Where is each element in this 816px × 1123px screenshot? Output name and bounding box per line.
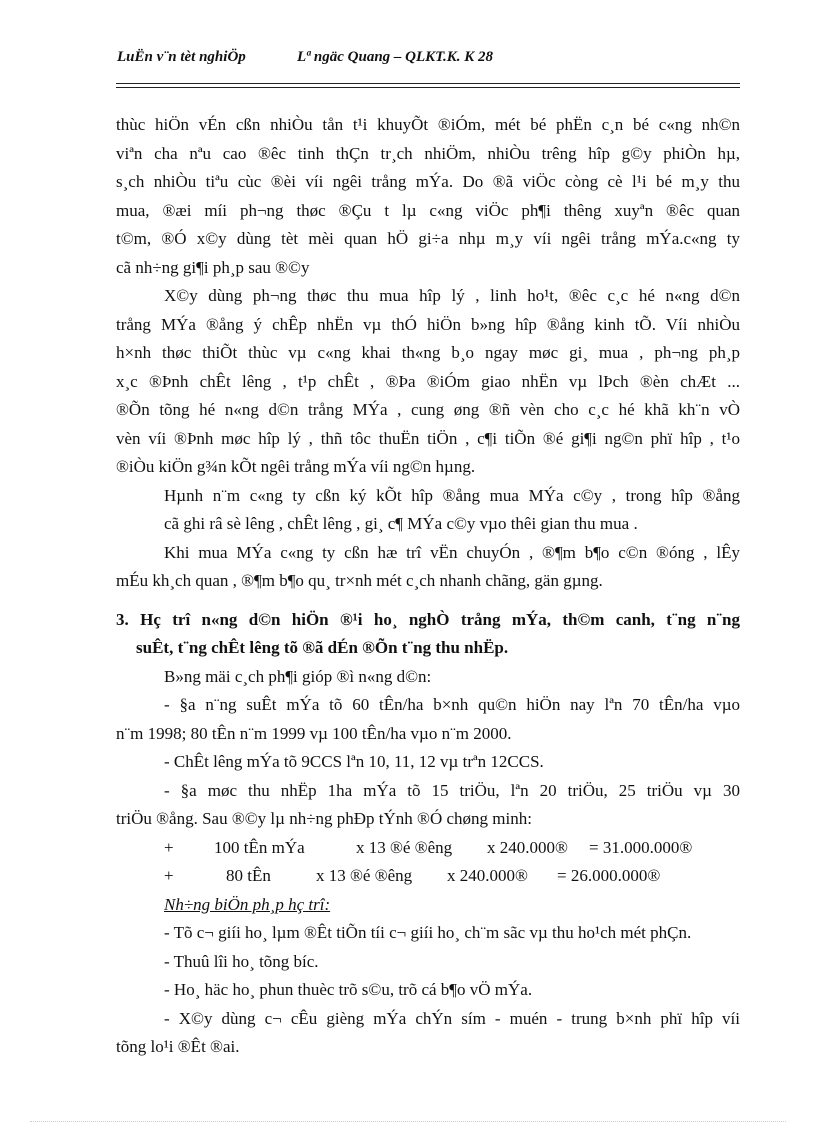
paragraph-line: viªn cha nªu cao ®êc tinh thÇn tr¸ch nhiÖm, nhiÒu trêng hîp g©y phiÒn hµ, [116, 143, 740, 163]
paragraph-line: mua, ®æi míi ph¬ng thøc ®Çu t lµ c«ng viÖc ph¶i thêng xuyªn ®êc quan [116, 200, 740, 220]
measures-heading [116, 891, 740, 920]
paragraph-line: h×nh thøc thiÕt thùc vµ c«ng khai th«ng b¸o ngay møc gi¸ mua , ph¬ng ph¸p [116, 343, 740, 362]
paragraph-line: x¸c ®Þnh chÊt lêng , t¹p chÊt , ®Þa ®iÓm giao nhËn vµ lÞch ®èn chÆt ... [116, 371, 740, 391]
calc-price: x 240.000® [487, 837, 568, 857]
header-rule-bottom [116, 87, 740, 88]
calc-price: x 240.000® [447, 866, 528, 885]
page-bottom-border [30, 1121, 786, 1122]
calculation-row [116, 834, 740, 863]
calc-multiplier: x 13 ®é ®êng [316, 866, 413, 885]
calc-quantity: 100 tÊn mÝa [214, 837, 305, 857]
paragraph-line: B»ng mäi c¸ch ph¶i gióp ®ì n«ng d©n: [164, 666, 432, 686]
paragraph-line: ®iÒu kiÖn g¾n kÕt ngêi trång mÝa víi ng©n hµng. [116, 457, 476, 476]
bullet-line: - §a møc thu nhËp 1ha mÝa tõ 15 triÖu, lªn 20 triÖu, 25 triÖu vµ 30 [164, 780, 740, 800]
section-heading: 3. Hç trî n«ng d©n hiÖn ®¹i ho¸ nghÒ trång mÝa, th©m canh, t¨ng n¨ng [116, 609, 740, 629]
measure-item: - Thuû lîi ho¸ tõng bíc. [164, 951, 319, 971]
measures-title: Nh÷ng biÖn ph¸p hç trî: [164, 894, 331, 914]
header-rule-top [116, 83, 740, 84]
calc-multiplier: x 13 ®é ®êng [356, 837, 453, 857]
paragraph-line: trång MÝa ®ång ý chÊp nhËn vµ thÓ hiÖn b»ng hîp ®ång kinh tÕ. Víi nhiÒu [116, 314, 740, 334]
measure-item: - Tõ c¬ giíi ho¸ lµm ®Êt tiÕn tíi c¬ giíi ho¸ ch¨m sãc vµ thu ho¹ch mét phÇn. [164, 923, 692, 942]
calc-result: = 31.000.000® [589, 837, 693, 857]
bullet-line-cont: n¨m 1998; 80 tÊn n¨m 1999 vµ 100 tÊn/ha vµo n¨m 2000. [116, 723, 512, 743]
paragraph-line: X©y dùng ph¬ng thøc thu mua hîp lý , linh ho¹t, ®êc c¸c hé n«ng d©n [164, 286, 740, 305]
bullet-line: - ChÊt lêng mÝa tõ 9CCS lªn 10, 11, 12 vµ trªn 12CCS. [164, 752, 544, 771]
measure-item: - Ho¸ häc ho¸ phun thuèc trõ s©u, trõ cá b¶o vÖ mÝa. [164, 980, 533, 999]
header-author: Lª ngäc Quang – QLKT.K. K 28 [297, 49, 493, 65]
paragraph-line: s¸ch nhiÒu tiªu cùc ®èi víi ngêi trång mÝa. Do ®ã viÖc còng cè l¹i bé m¸y thu [116, 172, 740, 191]
header-thesis-label: LuËn v¨n tèt nghiÖp [117, 49, 246, 65]
paragraph-line: Hµnh n¨m c«ng ty cßn ký kÕt hîp ®ång mua MÝa c©y , trong hîp ®ång [164, 485, 740, 505]
paragraph-line: cã ghi râ sè lêng , chÊt lêng , gi¸ c¶ MÝa c©y vµo thêi gian thu mua . [164, 514, 638, 533]
section-heading-cont: suÊt, t¨ng chÊt lêng tõ ®ã dÉn ®Õn t¨ng thu nhËp. [136, 638, 509, 657]
paragraph-line: ®Õn tõng hé n«ng d©n trång MÝa , cung øng ®ñ vèn cho c¸c hé khã kh¨n vÒ [116, 400, 740, 419]
calc-result: = 26.000.000® [557, 866, 661, 885]
bullet-line-cont: triÖu ®ång. Sau ®©y lµ nh÷ng phÐp tÝnh ®Ó chøng minh: [116, 809, 532, 828]
calc-sign: + [164, 866, 174, 885]
paragraph-line: cã nh÷ng gi¶i ph¸p sau ®©y [116, 257, 310, 277]
paragraph-line: vèn víi ®Þnh møc hîp lý , thñ tôc thuËn tiÖn , c¶i tiÕn ®é gi¶i ng©n phï hîp , t¹o [116, 428, 740, 448]
page-header [117, 49, 493, 66]
bullet-line: - §a n¨ng suÊt mÝa tõ 60 tÊn/ha b×nh qu©n hiÖn nay lªn 70 tÊn/ha vµo [164, 695, 740, 714]
paragraph-line: Khi mua MÝa c«ng ty cßn hæ trî vËn chuyÓn , ®¶m b¶o c©n ®óng , lÊy [164, 542, 740, 562]
paragraph-line: t©m, ®Ó x©y dùng tèt mèi quan hÖ gi÷a nhµ m¸y víi ngêi trång mÝa.c«ng ty [116, 229, 740, 248]
document-body [116, 111, 740, 1062]
calculation-row [116, 862, 740, 891]
calc-quantity: 80 tÊn [226, 866, 271, 885]
measure-item-cont: tõng lo¹i ®Êt ®ai. [116, 1037, 240, 1056]
paragraph-line: mÉu kh¸ch quan , ®¶m b¶o qu¸ tr×nh mét c¸ch nhanh chãng, gän gµng. [116, 571, 603, 590]
measure-item: - X©y dùng c¬ cÊu gièng mÝa chÝn sím - muén - trung b×nh phï hîp víi [164, 1008, 740, 1028]
paragraph-line: thùc hiÖn vÉn cßn nhiÒu tån t¹i khuyÕt ®iÓm, mét bé phËn c¸n bé c«ng nh©n [116, 115, 740, 134]
calc-sign: + [164, 837, 174, 857]
